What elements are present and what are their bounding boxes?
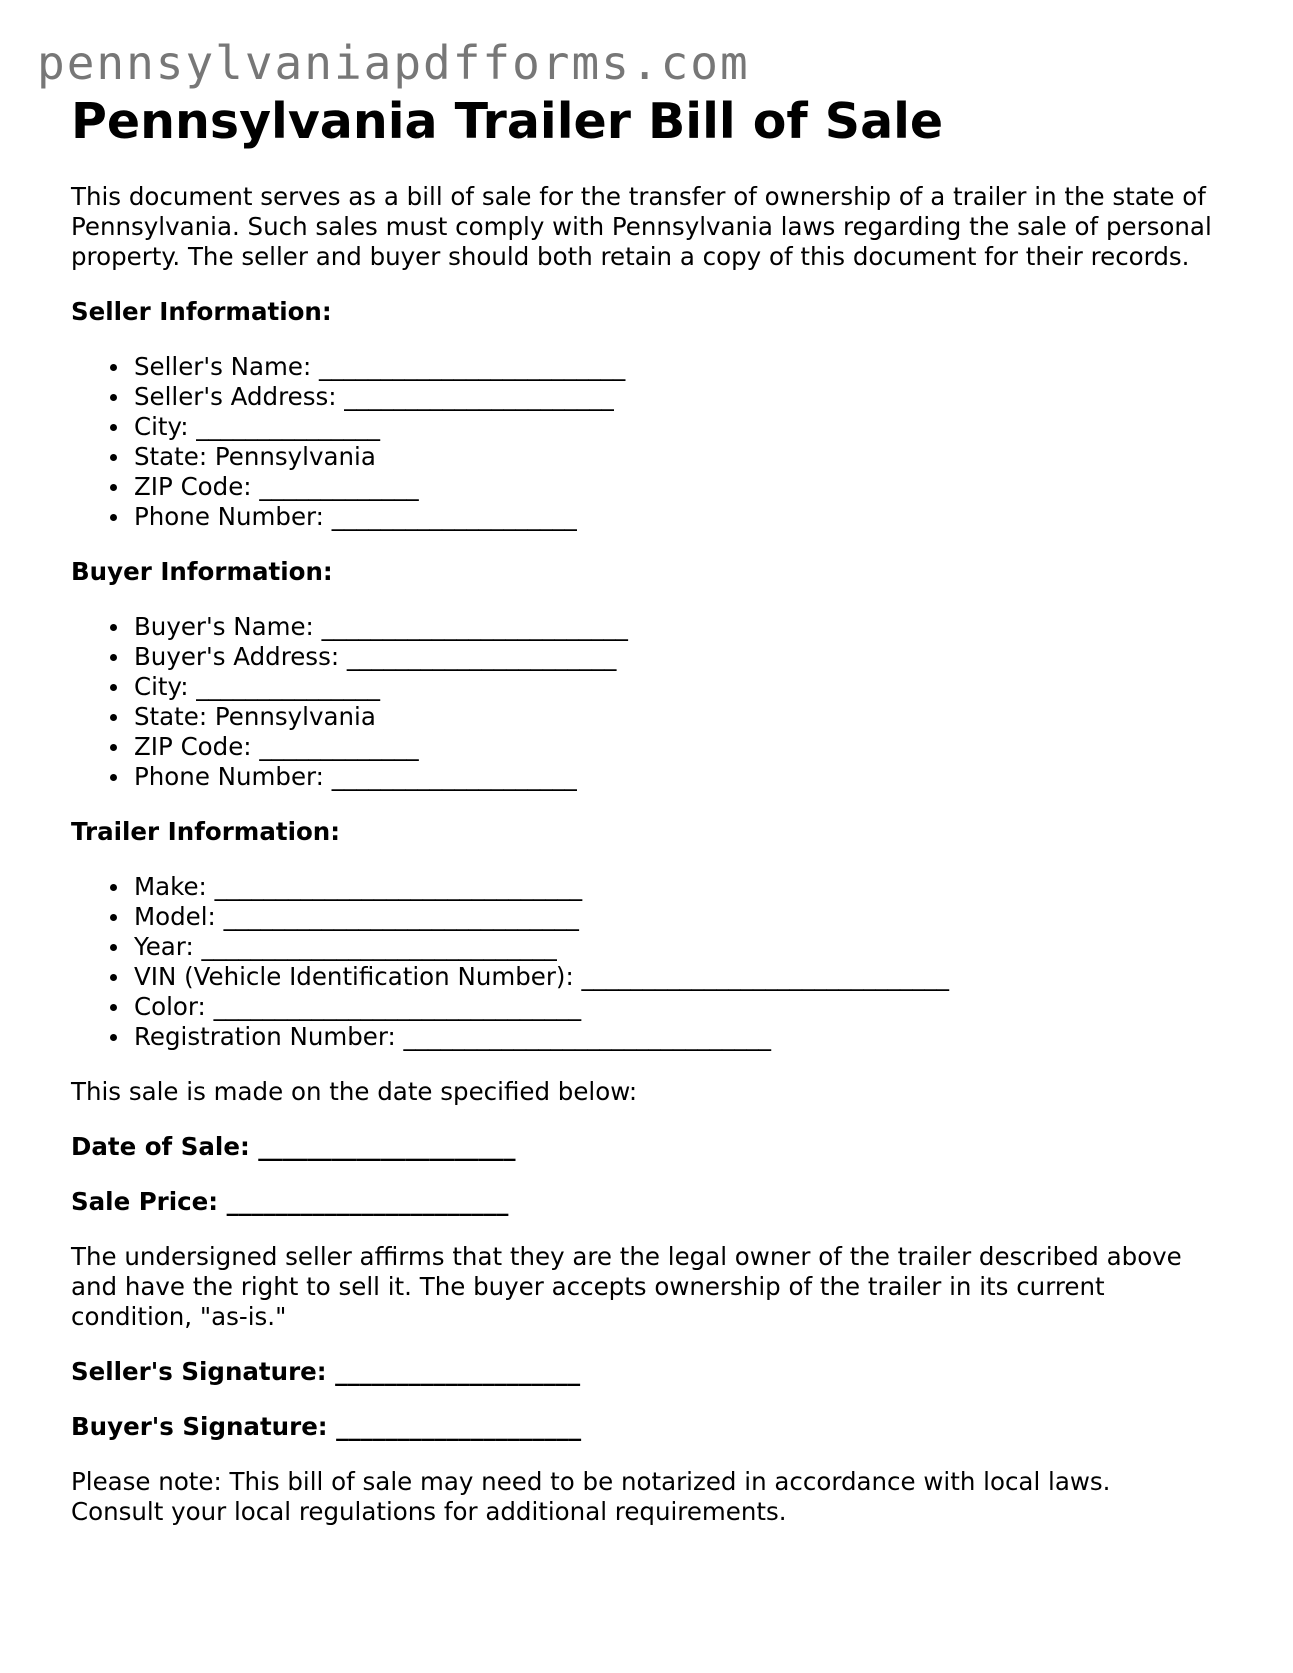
bill-of-sale-document (71, 88, 1231, 1527)
buyer-zip-field: ZIP Code: _____________ (134, 732, 1231, 762)
trailer-make-field: Make: ______________________________ (134, 872, 1231, 902)
trailer-registration-field: Registration Number: ______________________________ (134, 1022, 1231, 1052)
buyer-address-field: Buyer's Address: ______________________ (134, 642, 1231, 672)
site-watermark: pennsylvaniapdfforms.com (37, 36, 750, 90)
note-line: Please note: This bill of sale may need to be notarized in accordance with local laws. (71, 1467, 1111, 1496)
date-of-sale-field: Date of Sale: _____________________ (71, 1132, 516, 1161)
buyer-info-heading: Buyer Information: (71, 557, 333, 586)
trailer-info-heading: Trailer Information: (71, 817, 341, 846)
buyer-city-field: City: _______________ (134, 672, 1231, 702)
seller-address-field: Seller's Address: ______________________ (134, 382, 1231, 412)
note-line: Consult your local regulations for additional requirements. (71, 1497, 787, 1526)
buyer-name-field: Buyer's Name: _________________________ (134, 612, 1231, 642)
affirmation-paragraph: The undersigned seller affirms that they are the legal owner of the trailer described above and have the right to sell it. The buyer accepts ownership of the trailer in its current condition, "as-is." (71, 1242, 1182, 1331)
buyer-signature-field: Buyer's Signature: ____________________ (71, 1412, 582, 1441)
seller-city-field: City: _______________ (134, 412, 1231, 442)
seller-info-heading: Seller Information: (71, 297, 332, 326)
sale-price-field: Sale Price: _______________________ (71, 1187, 509, 1216)
seller-info-list (71, 352, 1231, 532)
seller-signature-field: Seller's Signature: ____________________ (71, 1357, 581, 1386)
buyer-phone-field: Phone Number: ____________________ (134, 762, 1231, 792)
buyer-state-field: State: Pennsylvania (134, 702, 1231, 732)
trailer-year-field: Year: _____________________________ (134, 932, 1231, 962)
trailer-vin-field: VIN (Vehicle Identification Number): ______________________________ (134, 962, 1231, 992)
seller-state-field: State: Pennsylvania (134, 442, 1231, 472)
seller-name-field: Seller's Name: _________________________ (134, 352, 1231, 382)
page-title: Pennsylvania Trailer Bill of Sale (71, 93, 944, 150)
trailer-model-field: Model: _____________________________ (134, 902, 1231, 932)
intro-paragraph: This document serves as a bill of sale for the transfer of ownership of a trailer in the state of Pennsylvania. Such sales must comply with Pennsylvania laws regarding the sale of personal property. The seller and buyer should both retain a copy of this document for their records. (71, 182, 1212, 271)
seller-phone-field: Phone Number: ____________________ (134, 502, 1231, 532)
trailer-color-field: Color: ______________________________ (134, 992, 1231, 1022)
notarization-note (71, 1467, 1231, 1527)
sale-date-intro: This sale is made on the date specified below: (71, 1077, 638, 1106)
trailer-info-list (71, 872, 1231, 1052)
seller-zip-field: ZIP Code: _____________ (134, 472, 1231, 502)
buyer-info-list (71, 612, 1231, 792)
